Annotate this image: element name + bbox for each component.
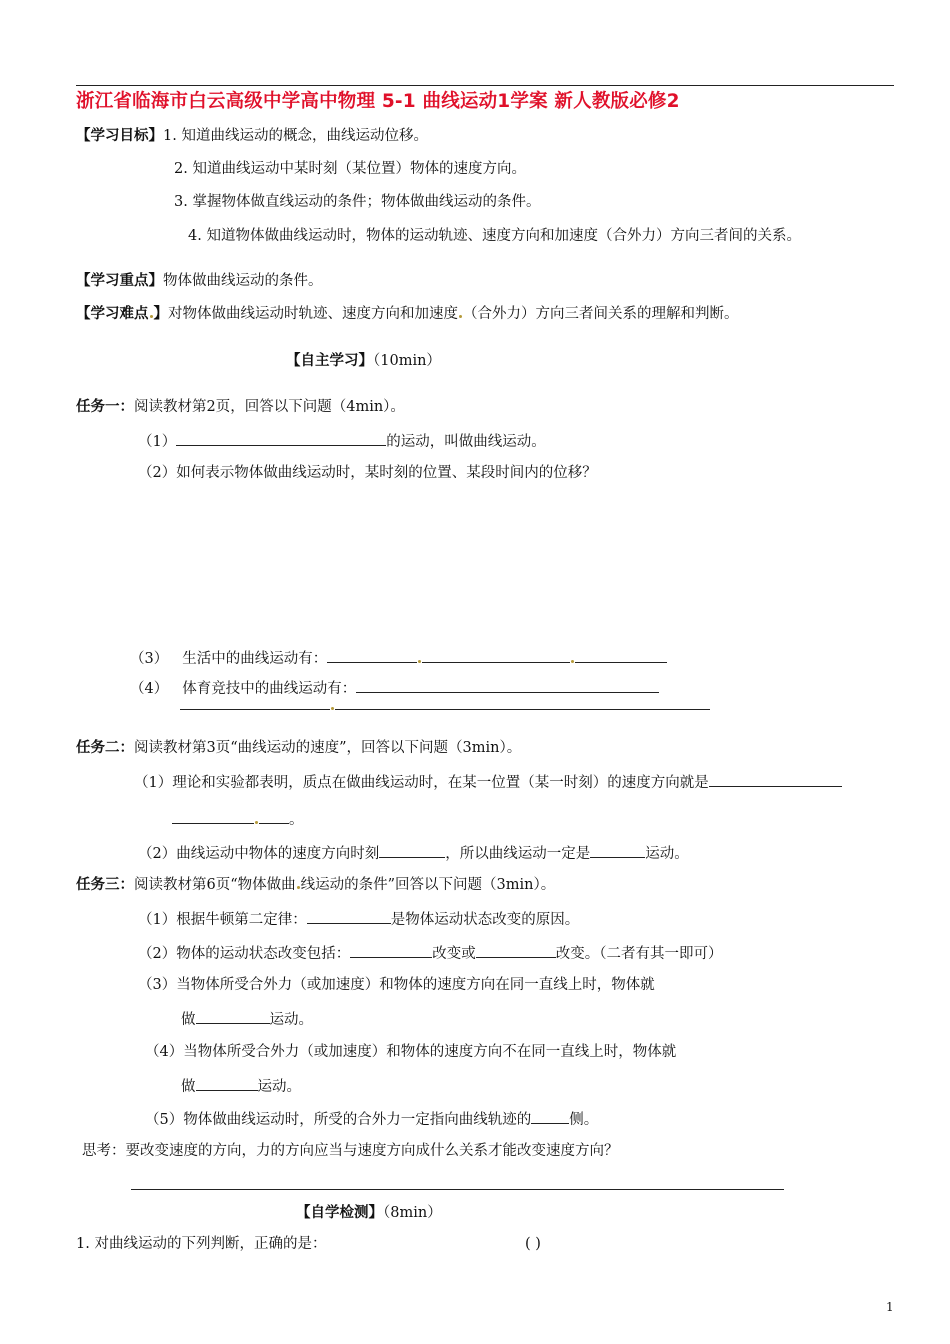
task1-heading	[76, 397, 405, 417]
task1-label: 任务一：	[76, 399, 134, 415]
answer-blank[interactable]	[196, 1075, 258, 1091]
marker-dot	[418, 660, 421, 663]
task3-q5: （5）物体做曲线运动时，所受的合外力一定指向曲线轨迹的 侧。	[145, 1108, 598, 1130]
answer-blank[interactable]	[356, 677, 659, 693]
difficulty-label: 【学习难点	[76, 306, 149, 322]
top-rule	[76, 85, 894, 86]
page-number: 1	[886, 1300, 894, 1314]
task3-intro: 阅读教材第6页“物体做曲	[134, 877, 296, 893]
answer-blank[interactable]	[709, 771, 842, 787]
marker-dot	[297, 886, 300, 889]
task1-q2: （2）如何表示物体做曲线运动时，某时刻的位置、某段时间内的位移？	[138, 465, 597, 481]
answer-blank[interactable]	[575, 647, 667, 663]
task3-q2: （2）物体的运动状态改变包括： 改变或 改变。（二者有其一即可）	[138, 942, 722, 964]
marker-dot	[459, 315, 462, 318]
answer-blank[interactable]	[379, 842, 445, 858]
goal-item: 3. 掌握物体做直线运动的条件；物体做曲线运动的条件。	[174, 194, 541, 210]
answer-blank[interactable]	[259, 808, 289, 824]
task1-intro: 阅读教材第2页，回答以下问题（4min）。	[134, 399, 405, 415]
task1-q4-continued	[180, 694, 710, 716]
marker-dot	[255, 821, 258, 824]
page-title: 浙江省临海市白云高级中学高中物理 5-1 曲线运动1学案 新人教版必修2	[76, 91, 680, 112]
answer-blank[interactable]	[476, 942, 556, 958]
answer-blank[interactable]	[180, 694, 330, 710]
self-test-heading	[296, 1203, 442, 1223]
goal-item: 2. 知道曲线运动中某时刻（某位置）物体的速度方向。	[174, 161, 526, 177]
self-test-time: （8min）	[383, 1205, 442, 1221]
self-study-label: 【自主学习】	[286, 353, 373, 369]
task3-q3-continued: 做 运动。	[181, 1008, 313, 1030]
difficulty-line: 【学习难点 】对物体做曲线运动时轨迹、速度方向和加速度 （合外力）方向三者间关系的理解和判断。	[76, 306, 739, 322]
self-study-time: （10min）	[373, 353, 441, 369]
answer-blank[interactable]	[196, 1008, 270, 1024]
task3-q3: （3）当物体所受合外力（或加速度）和物体的速度方向在同一直线上时，物体就	[138, 977, 655, 993]
difficulty-text: 对物体做曲线运动时轨迹、速度方向和加速度	[168, 306, 458, 322]
task1-q1: （1） 的运动，叫做曲线运动。	[138, 430, 546, 452]
task3-heading: 任务三：阅读教材第6页“物体做曲 线运动的条件”回答以下问题（3min）。	[76, 877, 556, 893]
answer-blank[interactable]	[335, 694, 710, 710]
key-point-label: 【学习重点】	[76, 273, 163, 289]
task1-q4: （4） 体育竞技中的曲线运动有：	[130, 677, 659, 699]
task3-q4: （4）当物体所受合外力（或加速度）和物体的速度方向不在同一直线上时，物体就	[145, 1044, 677, 1060]
answer-bracket[interactable]: ( )	[525, 1236, 541, 1252]
task2-heading	[76, 738, 521, 758]
goal-item: 1. 知道曲线运动的概念，曲线运动位移。	[163, 128, 428, 144]
answer-blank[interactable]	[531, 1108, 569, 1124]
self-study-heading	[286, 351, 441, 371]
think-question: 思考：要改变速度的方向，力的方向应当与速度方向成什么关系才能改变速度方向？	[82, 1143, 619, 1159]
answer-blank[interactable]	[350, 942, 432, 958]
answer-blank[interactable]	[176, 430, 386, 446]
task2-intro: 阅读教材第3页“曲线运动的速度”，回答以下问题（3min）。	[134, 740, 522, 756]
test-question-1: 1. 对曲线运动的下列判断，正确的是：	[76, 1236, 327, 1252]
task3-q4-continued: 做 运动。	[181, 1075, 301, 1097]
marker-dot	[331, 707, 334, 710]
answer-blank[interactable]	[422, 647, 570, 663]
answer-blank[interactable]	[172, 808, 254, 824]
marker-dot	[571, 660, 574, 663]
self-test-label: 【自学检测】	[296, 1205, 383, 1221]
key-point-text: 物体做曲线运动的条件。	[163, 273, 323, 289]
section-rule	[131, 1189, 784, 1190]
goal-item: 4. 知道物体做曲线运动时，物体的运动轨迹、速度方向和加速度（合外力）方向三者间的关系。	[188, 228, 801, 244]
task2-q1: （1）理论和实验都表明，质点在做曲线运动时，在某一位置（某一时刻）的速度方向就是	[134, 771, 842, 793]
task2-label: 任务二：	[76, 740, 134, 756]
answer-blank[interactable]	[307, 908, 391, 924]
task3-label: 任务三：	[76, 877, 134, 893]
answer-blank[interactable]	[590, 842, 645, 858]
task1-q3: （3） 生活中的曲线运动有：	[130, 647, 667, 669]
goals-line-1	[76, 126, 428, 146]
task2-q1-continued: 。	[172, 808, 304, 830]
task3-q1: （1）根据牛顿第二定律： 是物体运动状态改变的原因。	[138, 908, 579, 930]
marker-dot	[150, 315, 153, 318]
key-point-line	[76, 271, 323, 291]
task2-q2: （2）曲线运动中物体的速度方向时刻 ，所以曲线运动一定是 运动。	[138, 842, 689, 864]
answer-blank[interactable]	[327, 647, 417, 663]
goals-label: 【学习目标】	[76, 128, 163, 144]
